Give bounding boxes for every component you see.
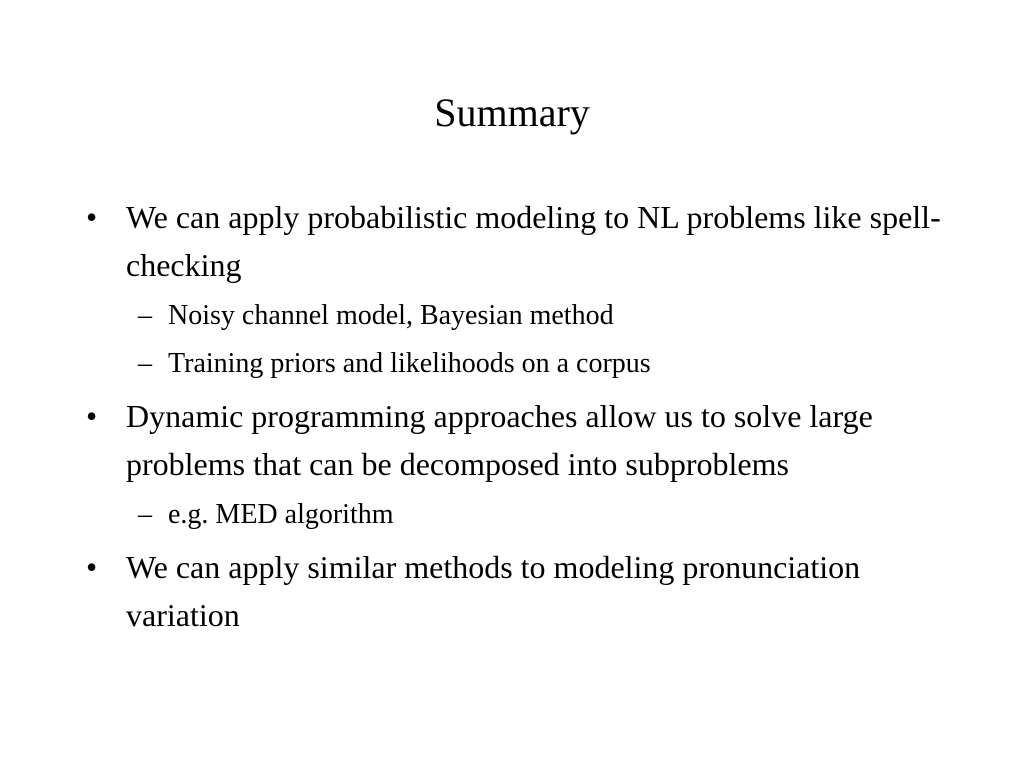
sub-list bbox=[126, 491, 954, 539]
bullet-icon: • bbox=[86, 199, 98, 235]
bullet-icon: • bbox=[86, 549, 98, 585]
sub-item-text: Noisy channel model, Bayesian method bbox=[168, 300, 614, 331]
bullet-text: Dynamic programming approaches allow us to solve large problems that can be decomposed into subproblems bbox=[126, 398, 873, 482]
sub-item bbox=[124, 292, 954, 340]
bullet-icon: • bbox=[86, 398, 98, 434]
sub-list bbox=[126, 292, 954, 388]
dash-icon: – bbox=[138, 499, 152, 530]
dash-icon: – bbox=[138, 300, 152, 331]
sub-item-text: Training priors and likelihoods on a corpus bbox=[168, 348, 651, 379]
dash-icon: – bbox=[138, 348, 152, 379]
sub-item-text: e.g. MED algorithm bbox=[168, 499, 394, 530]
bullet-item bbox=[84, 193, 954, 388]
bullet-text: We can apply probabilistic modeling to NL problems like spell-checking bbox=[126, 199, 941, 283]
bullet-item bbox=[84, 543, 954, 639]
bullet-item bbox=[84, 392, 954, 539]
bullet-list bbox=[84, 193, 954, 641]
slide-title: Summary bbox=[434, 90, 590, 135]
sub-item bbox=[124, 491, 954, 539]
bullet-text: We can apply similar methods to modeling pronunciation variation bbox=[126, 549, 861, 633]
sub-item bbox=[124, 340, 954, 388]
